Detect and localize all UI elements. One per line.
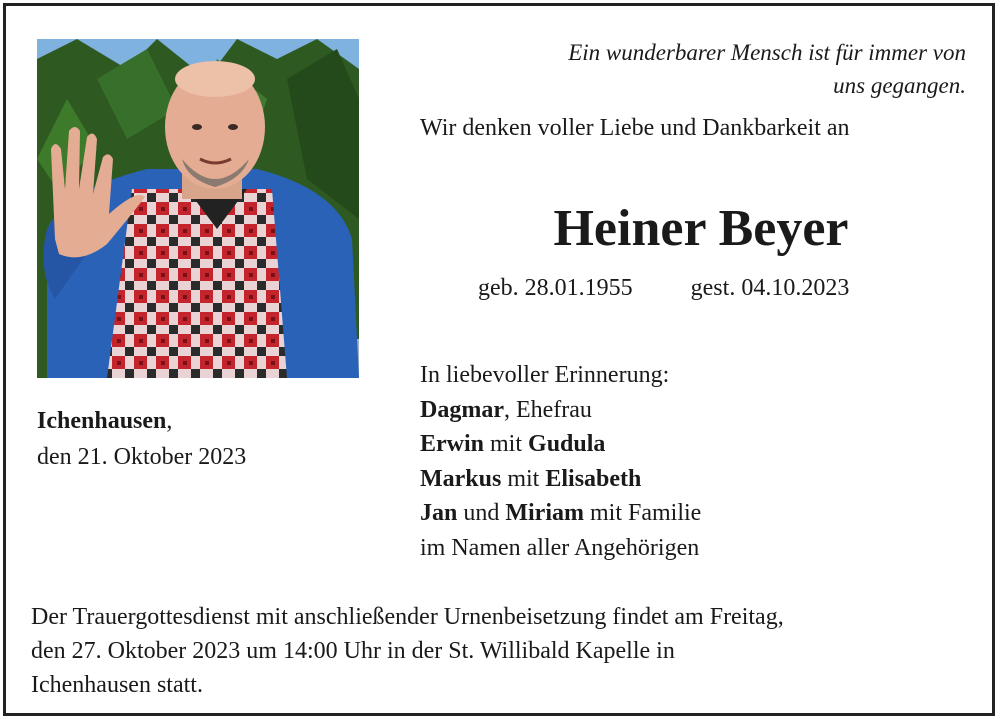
- place-date: [37, 403, 246, 475]
- service-notice: [31, 600, 971, 702]
- life-dates: [478, 271, 849, 305]
- mourner-name: Dagmar: [420, 396, 504, 423]
- portrait-photo: [37, 39, 359, 378]
- deceased-name: Heiner Beyer: [553, 200, 849, 257]
- mourner-relation: mit Familie: [584, 500, 702, 526]
- place-separator: ,: [166, 408, 173, 434]
- service-line-1: Der Trauergottesdienst mit anschließender Urnenbeisetzung findet am Freitag,: [31, 604, 784, 630]
- mourner-connector: mit: [484, 431, 529, 457]
- birth-date: geb. 28.01.1955: [478, 275, 633, 301]
- mourner-row: [420, 462, 701, 497]
- quote-line-2: uns gegangen.: [833, 73, 966, 98]
- mourner-name: Jan: [420, 500, 458, 526]
- quote-line-1: Ein wunderbarer Mensch ist für immer von: [568, 40, 966, 65]
- mourners-list: [420, 358, 701, 565]
- obituary-card: [3, 3, 995, 716]
- mourner-name: Elisabeth: [545, 465, 642, 492]
- mourner-name: Miriam: [505, 500, 584, 526]
- portrait-illustration: [37, 39, 359, 378]
- death-date: gest. 04.10.2023: [690, 275, 850, 301]
- place-town: Ichenhausen: [37, 408, 167, 434]
- mourner-connector: und: [457, 500, 506, 526]
- mourner-name: Erwin: [420, 431, 485, 457]
- mourner-name: Gudula: [528, 431, 606, 457]
- mourner-connector: mit: [501, 465, 546, 492]
- mourner-name: Markus: [420, 465, 502, 492]
- mourner-relation: , Ehefrau: [503, 396, 592, 423]
- notice-date: den 21. Oktober 2023: [37, 444, 247, 470]
- memorial-quote: [446, 36, 966, 102]
- mourner-row: [420, 427, 701, 462]
- intro-text: Wir denken voller Liebe und Dankbarkeit an: [420, 115, 850, 141]
- service-line-2: den 27. Oktober 2023 um 14:00 Uhr in der St. Willibald Kapelle in: [31, 638, 675, 664]
- mourners-heading: In liebevoller Erinnerung:: [420, 362, 670, 388]
- service-line-3: Ichenhausen statt.: [31, 672, 203, 698]
- mourner-row: [420, 496, 701, 531]
- mourners-closing: im Namen aller Angehörigen: [420, 534, 700, 561]
- mourner-row: [420, 393, 701, 428]
